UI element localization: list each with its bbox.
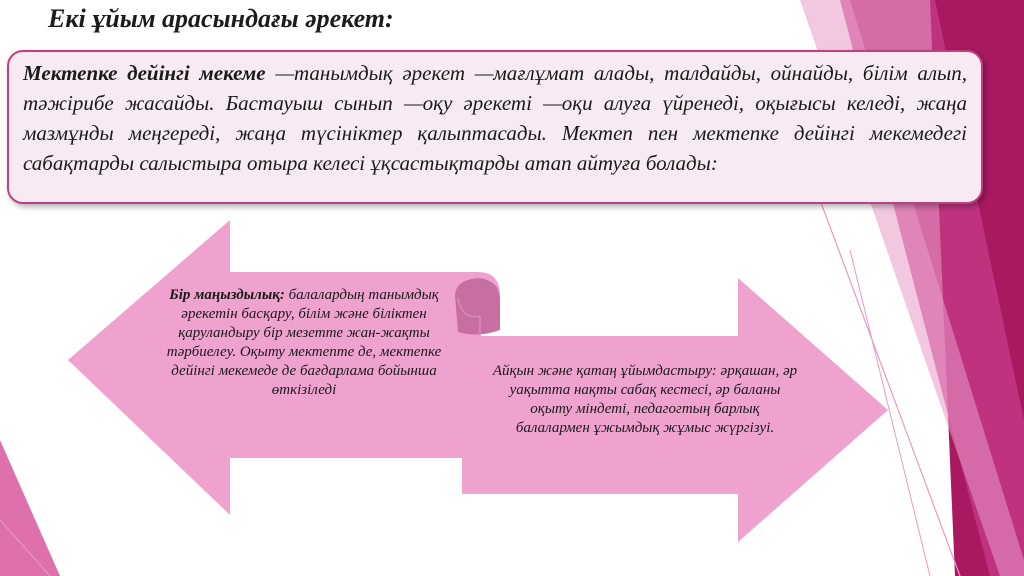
left-arrow-text bbox=[165, 286, 443, 400]
slide-title: Екі ұйым арасындағы әрекет: bbox=[48, 4, 394, 33]
left-arrow-body: балалардың танымдық әрекетін басқару, білім және біліктен қаруландыру бір мезетте жан-жақты тәрбиелеу. Оқыту мектепте де, мектепке дейінгі мекемеде де бағдарлама бойынша өткізіледі bbox=[166, 287, 442, 398]
intro-text: —танымдық әрекет —мағлұмат алады, талдайды, ойнайды, білім алып, тәжірибе жасайды. Бастауыш сынып —оқу әрекеті —оқи алуға үйренеді, оқығысы келеді, жаңа мазмұнды меңгереді, жаңа түсініктер қалыптасады. Мектеп пен мектепке дейінгі мекемедегі сабақтарды салыстыра отыра келесі ұқсастықтарды атап айтуға болады: bbox=[23, 61, 968, 175]
intro-lead: Мектепке дейінгі мекеме bbox=[23, 61, 266, 85]
left-arrow-heading: Бір маңыздылық: bbox=[169, 287, 285, 303]
right-arrow-text: Айқын және қатаң ұйымдастыру: әрқашан, әр уақытта нақты сабақ кестесі, әр баланы оқыту міндеті, педагогтың барлық балалармен ұжымдық жұмыс жүргізуі. bbox=[492, 363, 798, 436]
arrow-curl-shape bbox=[455, 278, 500, 335]
